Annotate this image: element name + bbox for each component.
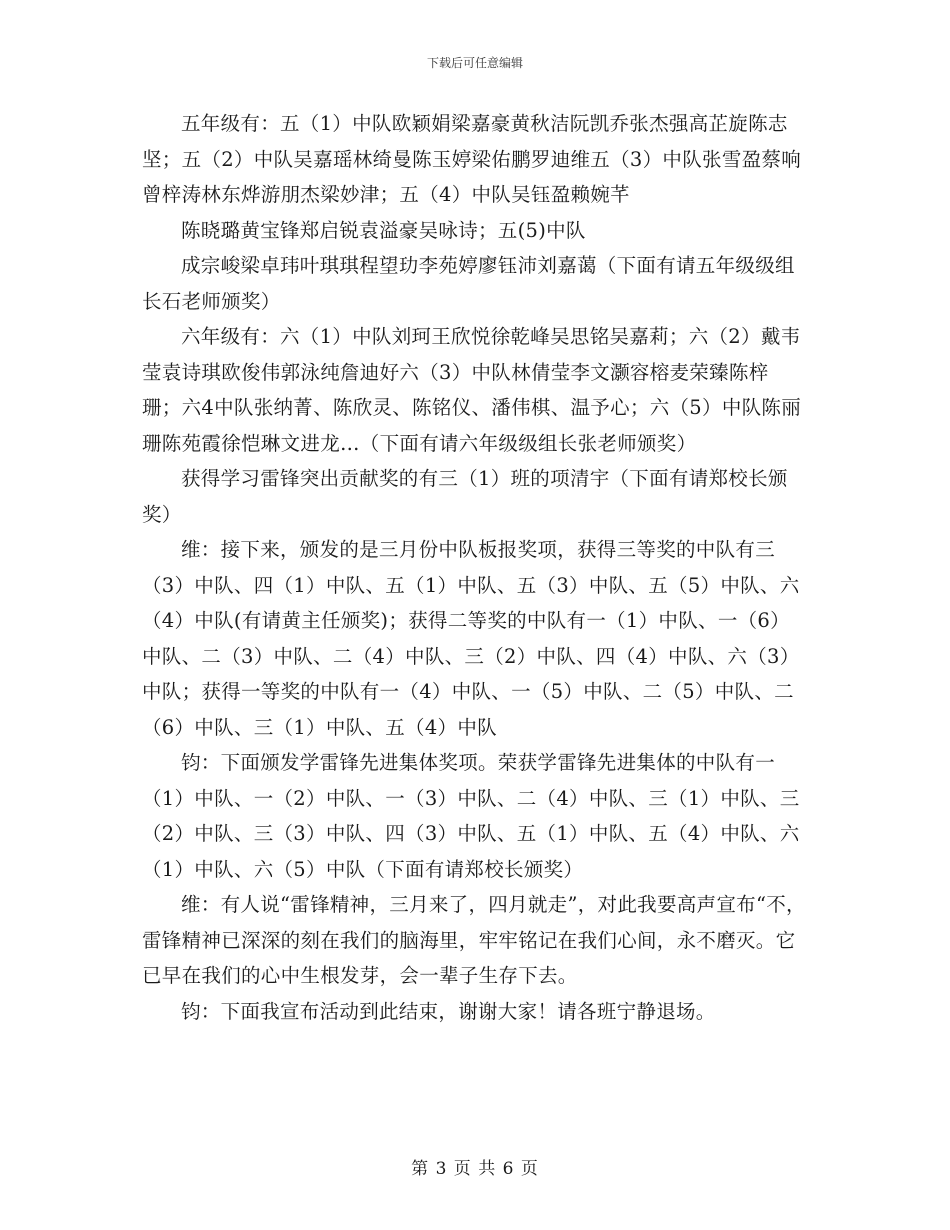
page-footer: 第 3 页 共 6 页 bbox=[411, 1159, 539, 1179]
paragraph-grade5: 五年级有：五（1）中队欧颖娟梁嘉豪黄秋洁阮凯乔张杰强高芷旋陈志坚；五（2）中队吴嘉瑶林绮曼陈玉婷梁佑鹏罗迪维五（3）中队张雪盈蔡响曾梓涛林东烨游朋杰梁妙津；五（4）中队吴钰盈赖婉芊 bbox=[142, 112, 802, 206]
paragraph-collective-award: 钧：下面颁发学雷锋先进集体奖项。荣获学雷锋先进集体的中队有一（1）中队、一（2）中队、一（3）中队、二（4）中队、三（1）中队、三（2）中队、三（3）中队、四（3）中队、五（1）中队、五（4）中队、六（1）中队、六（5）中队（下面有请郑校长颁奖） bbox=[142, 751, 800, 881]
paragraph-leifeng-spirit: 维：有人说“雷锋精神，三月来了，四月就走”，对此我要高声宣布“不，雷锋精神已深深的刻在我们的脑海里，牢牢铭记在我们心间，永不磨灭。它已早在我们的心中生根发芽，会一辈子生存下去。 bbox=[142, 893, 806, 987]
paragraph-contribution-award: 获得学习雷锋突出贡献奖的有三（1）班的项清宇（下面有请郑校长颁奖） bbox=[142, 467, 788, 526]
document-body bbox=[142, 106, 808, 1029]
paragraph-grade6: 六年级有：六（1）中队刘珂王欣悦徐乾峰吴思铭吴嘉莉；六（2）戴韦莹袁诗琪欧俊伟郭泳纯詹迪好六（3）中队林倩莹李文灏容榕麦荣臻陈梓珊；六4中队张纳菁、陈欣灵、陈铭仪、潘伟棋、温予心；六（5）中队陈丽珊陈苑霞徐恺琳文进龙…（下面有请六年级级组长张老师颁奖） bbox=[142, 325, 802, 455]
paragraph-grade5-end: 成宗峻梁卓玮叶琪琪程望玏李苑婷廖钰沛刘嘉蔼（下面有请五年级级组长石老师颁奖） bbox=[142, 254, 795, 313]
page-header: 下载后可任意编辑 bbox=[426, 56, 523, 70]
paragraph-closing: 钧：下面我宣布活动到此结束，谢谢大家！请各班宁静退场。 bbox=[181, 999, 716, 1023]
paragraph-grade5-cont: 陈晓璐黄宝锋郑启锐袁溢豪吴咏诗；五(5)中队 bbox=[181, 218, 586, 242]
paragraph-board-award: 维：接下来，颁发的是三月份中队板报奖项，获得三等奖的中队有三（3）中队、四（1）中队、五（1）中队、五（3）中队、五（5）中队、六（4）中队(有请黄主任颁奖)；获得二等奖的中队有一（1）中队、一（6）中队、二（3）中队、二（4）中队、三（2）中队、四（4）中队、六（3）中队；获得一等奖的中队有一（4）中队、一（5）中队、二（5）中队、二（6）中队、三（1）中队、五（4）中队 bbox=[142, 538, 800, 739]
